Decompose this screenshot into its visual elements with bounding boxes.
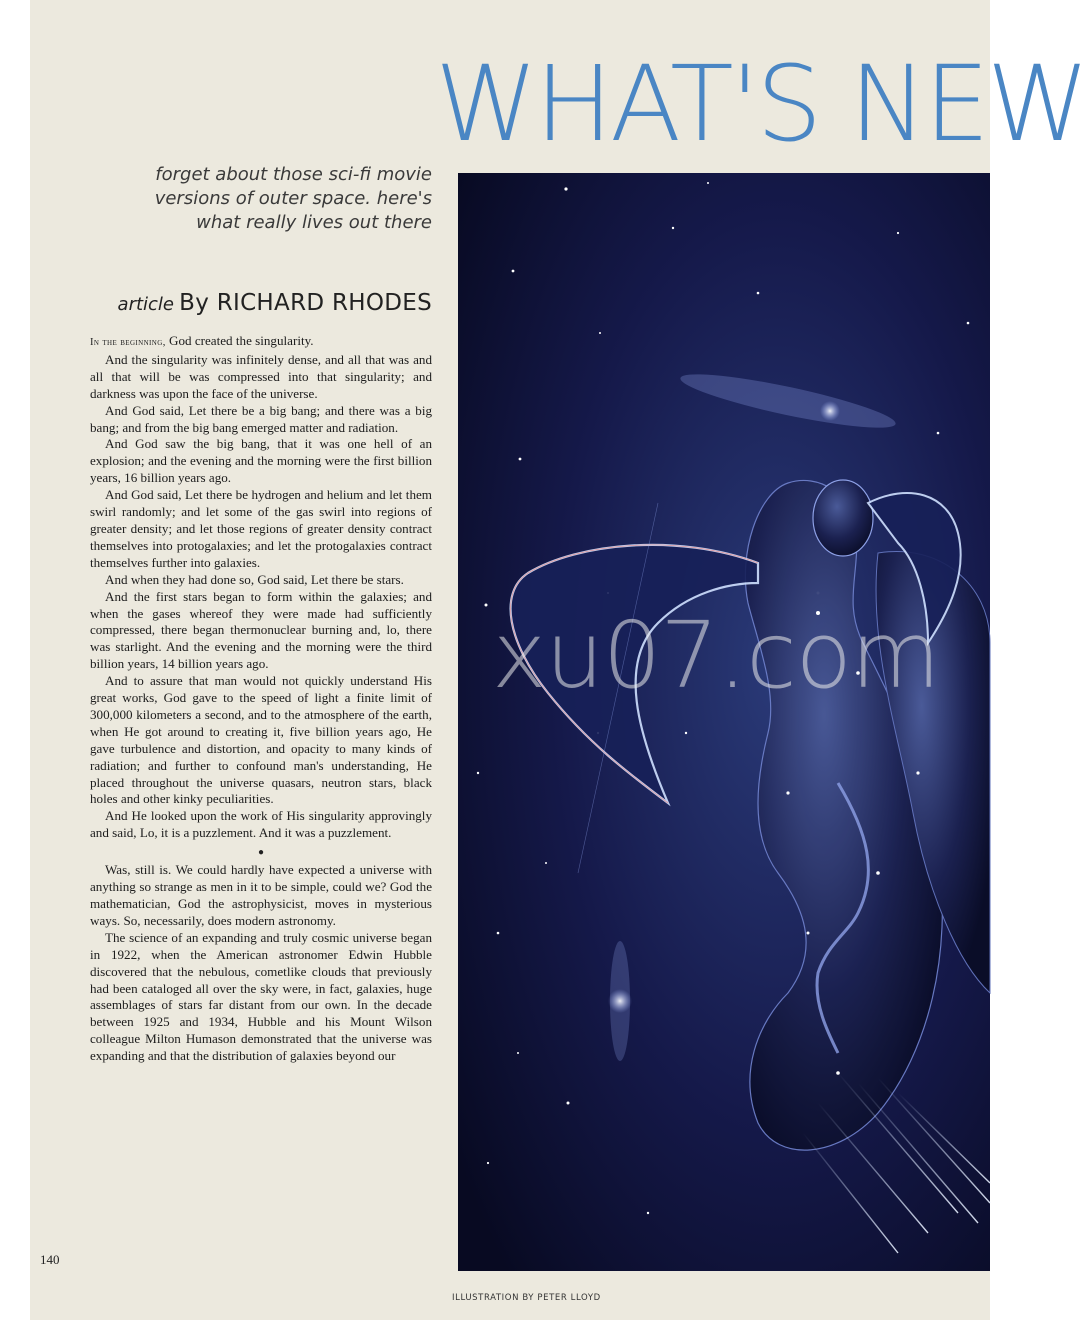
article-body [90, 333, 432, 1065]
byline-author: By RICHARD RHODES [179, 290, 432, 316]
body-paragraph: And the singularity was infinitely dense, and all that was and all that will be was compressed into that singularity; and darkness was upon the face of the universe. [90, 351, 432, 401]
watermark: xu07.com [492, 602, 940, 709]
body-paragraph: And God said, Let there be a big bang; and there was a big bang; and from the big bang emerged matter and radiation. [90, 402, 432, 435]
body-paragraph: And to assure that man would not quickly understand His great works, God gave to the speed of light a finite limit of 300,000 kilometers a second, and to the atmosphere of the earth, when He got around to creating it, five billion years ago, He gave turbulence and distortion, and opacity to many kinds of radiation; and further to confound man's understanding, He placed throughout the universe quasars, neutron stars, black holes and other kinky peculiarities. [90, 673, 432, 807]
body-paragraph: And God said, Let there be hydrogen and helium and let them swirl randomly; and let some of the gas swirl into regions of greater density; and let those regions of greater density contract themselves into protogalaxies; and let the protogalaxies contract themselves further into galaxies. [90, 487, 432, 570]
section-divider: ● [257, 847, 265, 859]
body-paragraph: And He looked upon the work of His singularity approvingly and said, Lo, it is a puzzlement. And it was a puzzlement. [90, 808, 432, 841]
magazine-page [30, 0, 1087, 1320]
headline: WHAT'S NEW [435, 43, 1087, 165]
body-paragraph: Was, still is. We could hardly have expected a universe with anything so strange as men in it to be simple, could we? God the mathematician, God the astrophysicist, moves in mysterious ways. So, necessarily, does modern astronomy. [90, 862, 432, 928]
byline [90, 290, 432, 316]
deck-text: forget about those sci-fi movie versions of outer space. here's what really lives out there [154, 164, 432, 233]
body-paragraph: And God saw the big bang, that it was one hell of an explosion; and the evening and the morning were the first billion years, 16 billion years ago. [90, 436, 432, 486]
body-paragraph: And the first stars began to form within the galaxies; and when the gases whereof they were made had sufficiently compressed, there began thermonuclear burning and, lo, there was starlight. And the evening and the morning were the third billion years, 14 billion years ago. [90, 588, 432, 672]
lead-smallcaps: In the beginning, [90, 337, 166, 348]
byline-kicker: article [117, 294, 175, 315]
lead-rest: God created the singularity. [165, 333, 314, 348]
illustration-art [458, 173, 990, 1271]
body-paragraph: And when they had done so, God said, Let there be stars. [105, 571, 404, 587]
lead-paragraph [90, 333, 432, 352]
space-illustration [458, 173, 990, 1271]
body-paragraph: The science of an expanding and truly cosmic universe began in 1922, when the American astronomer Edwin Hubble discovered that the nebulous, cometlike clouds that previously had been cataloged all over the sky were, in fact, galaxies, huge assemblages of stars far distant from our own. In the decade between 1925 and 1934, Hubble and his Mount Wilson colleague Milton Humason demonstrated that the universe was expanding and that the distribution of galaxies beyond our [90, 929, 432, 1064]
page-number: 140 [40, 1252, 60, 1267]
illustration-credit: ILLUSTRATION BY PETER LLOYD [452, 1293, 601, 1303]
